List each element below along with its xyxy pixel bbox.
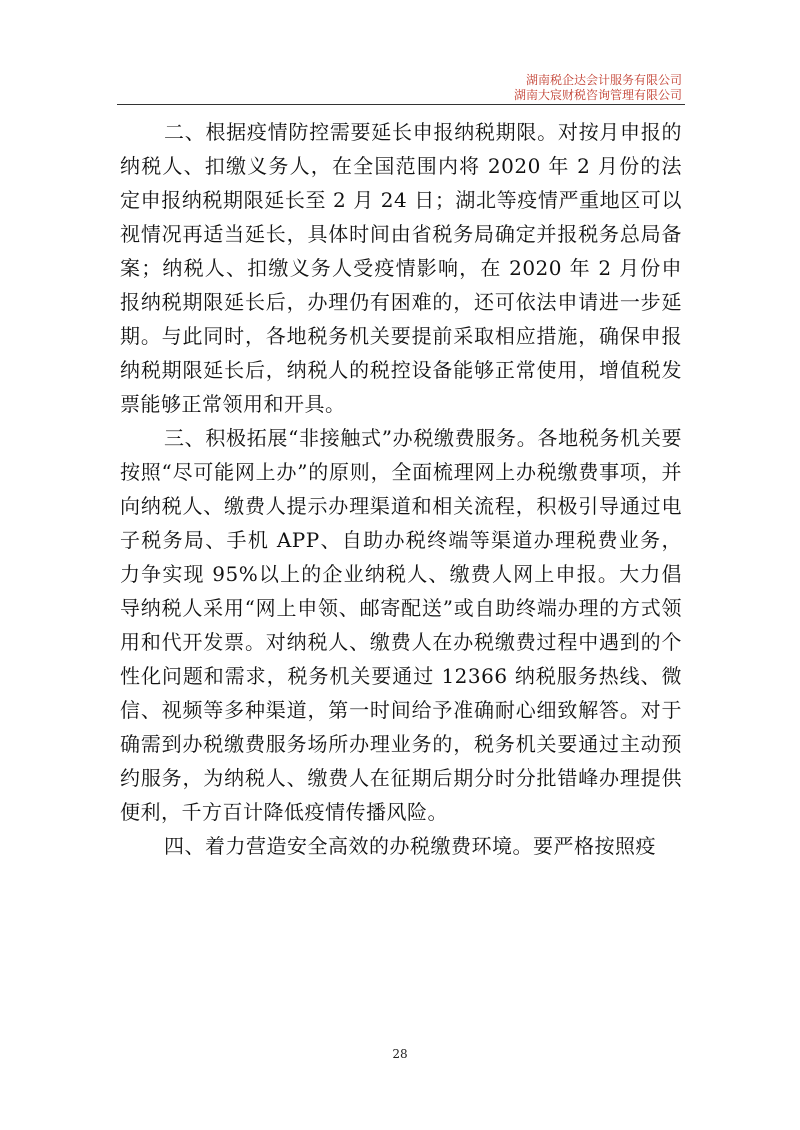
header-company-2: 湖南大宸财税咨询管理有限公司 [513, 88, 682, 102]
header-divider [117, 104, 685, 105]
page-header [514, 73, 682, 103]
paragraph-3: 三、积极拓展“非接触式”办税缴费服务。各地税务机关要按照“尽可能网上办”的原则，全面梳理网上办税缴费事项，并向纳税人、缴费人提示办理渠道和相关流程，积极引导通过电子税务局、手机 APP、自助办税终端等渠道办理税费业务，力争实现 95%以上的企业纳税人、缴费人网上申报。大力倡导纳税人采用“网上申领、邮寄配送”或自助终端办理的方式领用和代开发票。对纳税人、缴费人在办税缴费过程中遇到的个性化问题和需求，税务机关要通过 12366 纳税服务热线、微信、视频等多种渠道，第一时间给予准确耐心细致解答。对于确需到办税缴费服务场所办理业务的，税务机关要通过主动预约服务，为纳税人、缴费人在征期后期分时分批错峰办理提供便利，千方百计降低疫情传播风险。 [120, 426, 682, 824]
paragraph-2: 二、根据疫情防控需要延长申报纳税期限。对按月申报的纳税人、扣缴义务人，在全国范围内将 2020 年 2 月份的法定申报纳税期限延长至 2 月 24 日；湖北等疫情严重地区可以视情况再适当延长，具体时间由省税务局确定并报税务总局备案；纳税人、扣缴义务人受疫情影响，在 2020 年 2 月份申报纳税期限延长后，办理仍有困难的，还可依法申请进一步延期。与此同时，各地税务机关要提前采取相应措施，确保申报纳税期限延长后，纳税人的税控设备能够正常使用，增值税发票能够正常领用和开具。 [120, 120, 682, 416]
document-body [120, 115, 682, 863]
page-number: 28 [392, 1047, 408, 1061]
header-company-1: 湖南税企达会计服务有限公司 [525, 73, 682, 87]
paragraph-4: 四、着力营造安全高效的办税缴费环境。要严格按照疫 [164, 834, 656, 858]
